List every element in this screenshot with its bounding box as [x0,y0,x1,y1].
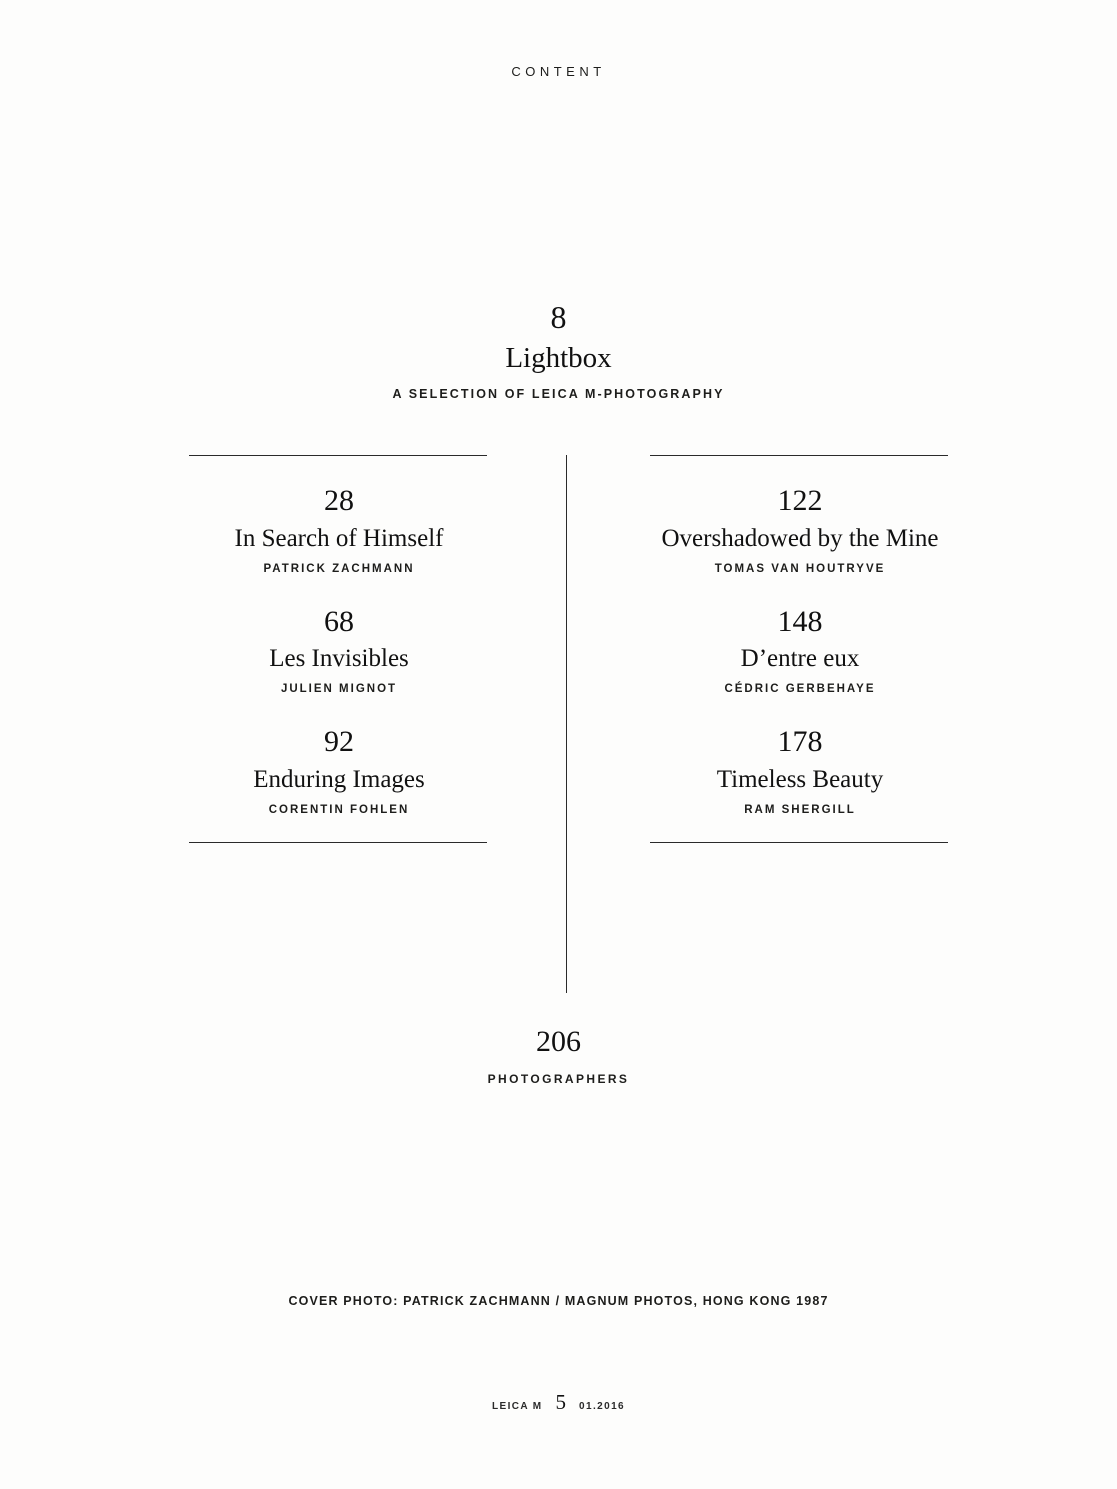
toc-entry[interactable] [650,725,950,816]
photographers-entry-label: PHOTOGRAPHERS [487,1071,630,1086]
toc-entry-number: 148 [777,604,823,638]
toc-entry-author: JULIEN MIGNOT [280,683,398,695]
column-entries [189,456,489,816]
toc-entry-author: RAM SHERGILL [744,803,856,816]
toc-entry[interactable] [650,605,950,696]
toc-entry-number: 68 [324,604,354,638]
lead-entry-number: 8 [550,299,567,335]
toc-entry-title: In Search of Himself [234,524,444,552]
lead-entry-title: Lightbox [505,342,612,375]
contents-column-left [189,455,489,843]
toc-entry-title: Timeless Beauty [716,765,884,793]
photographers-entry-number: 206 [536,1025,581,1058]
toc-entry-number: 122 [777,484,823,517]
toc-entry-title: Enduring Images [253,765,425,793]
photographers-entry[interactable] [0,1025,1117,1086]
column-divider [566,455,567,993]
footer-brand: LEICA M [492,1401,543,1412]
cover-photo-credit: COVER PHOTO: PATRICK ZACHMANN / MAGNUM PHOTOS, HONG KONG 1987 [288,1294,829,1308]
toc-entry-number: 178 [777,725,823,758]
toc-entry-title: D’entre eux [740,645,860,672]
toc-entry-author: TOMAS VAN HOUTRYVE [714,562,886,575]
lead-entry [0,300,1117,401]
toc-entry-title: Les Invisibles [269,645,409,672]
column-entries [650,456,950,816]
column-rule-bottom [650,842,948,843]
toc-entry[interactable] [189,605,489,696]
toc-entry-title: Overshadowed by the Mine [661,524,939,552]
column-rule-bottom [189,842,487,843]
toc-entry[interactable] [189,484,489,575]
footer-issue: 01.2016 [579,1401,625,1412]
toc-entry[interactable] [650,484,950,575]
page-footer [0,1390,1117,1415]
contents-column-right [650,455,950,843]
toc-entry-number: 28 [324,484,354,517]
page-header: CONTENT [511,64,606,79]
toc-entry-author: PATRICK ZACHMANN [263,562,415,575]
toc-entry[interactable] [189,725,489,816]
contents-columns [0,455,1117,995]
toc-entry-author: CÉDRIC GERBEHAYE [724,683,876,695]
toc-entry-number: 92 [324,725,354,758]
footer-page-number: 5 [555,1390,567,1414]
lead-entry-subtitle: A SELECTION OF LEICA M-PHOTOGRAPHY [392,387,725,402]
toc-entry-author: CORENTIN FOHLEN [268,803,410,816]
